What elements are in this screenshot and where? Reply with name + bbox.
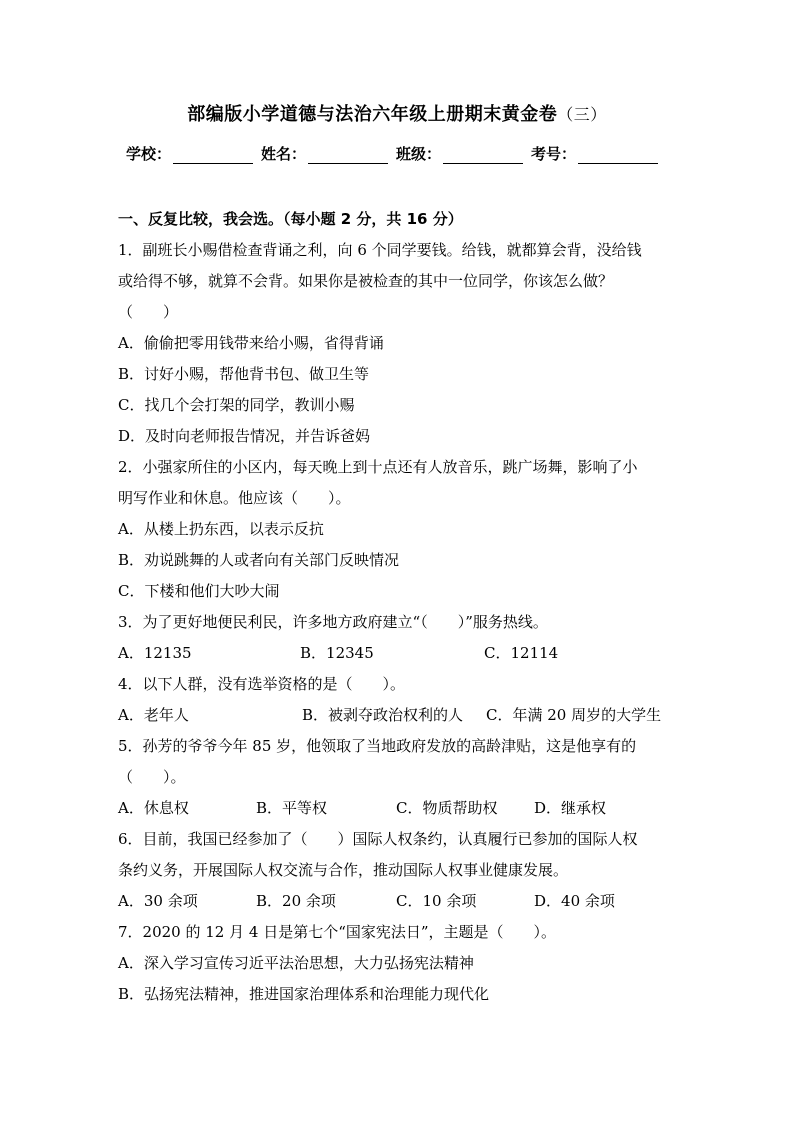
class-field: [396, 143, 523, 164]
q7-line1: 7．2020 的 12 月 4 日是第七个“国家宪法日”，主题是（ ）。: [118, 923, 557, 941]
q1-option-d: D．及时向老师报告情况，并告诉爸妈: [118, 427, 371, 445]
q5-option-a: A．休息权: [118, 799, 189, 817]
q7-option-a: A．深入学习宣传习近平法治思想，大力弘扬宪法精神: [118, 954, 474, 972]
q2-line2: 明写作业和休息。他应该（ ）。: [118, 489, 351, 507]
q6-option-b: B．20 余项: [256, 892, 336, 910]
q4-option-a: A．老年人: [118, 706, 189, 724]
q5-options: [118, 793, 678, 824]
name-blank: [308, 149, 388, 164]
q1-option-a: A．偷偷把零用钱带来给小赐，省得背诵: [118, 334, 384, 352]
class-label: 班级：: [396, 145, 442, 163]
school-blank: [173, 149, 253, 164]
exam-no-blank: [578, 149, 658, 164]
q3-option-b: B．12345: [300, 644, 374, 662]
q6-line1: 6．目前，我国已经参加了（ ）国际人权条约，认真履行已参加的国际人权: [118, 830, 638, 848]
q1-line1: 1．副班长小赐借检查背诵之利，向 6 个同学要钱。给钱，就都算会背，没给钱: [118, 241, 642, 259]
q2-option-a: A．从楼上扔东西，以表示反抗: [118, 520, 324, 538]
q4-line1: 4．以下人群，没有选举资格的是（ ）。: [118, 675, 406, 693]
q3-option-a: A．12135: [118, 644, 192, 662]
student-info-row: [126, 143, 686, 164]
q2-option-c: C．下楼和他们大吵大闹: [118, 582, 280, 600]
q5-line1: 5．孙芳的爷爷今年 85 岁，他领取了当地政府发放的高龄津贴，这是他享有的: [118, 737, 637, 755]
q7-option-b: B．弘扬宪法精神，推进国家治理体系和治理能力现代化: [118, 985, 490, 1003]
q1-line2: 或给得不够，就算不会背。如果你是被检查的其中一位同学，你该怎么做？: [118, 272, 614, 290]
name-label: 姓名：: [261, 145, 307, 163]
q1-line3: （ ）: [118, 303, 179, 321]
q5-option-d: D．继承权: [534, 799, 607, 817]
title-text: 部编版小学道德与法治六年级上册期末黄金卷: [187, 104, 558, 125]
q6-option-d: D．40 余项: [534, 892, 615, 910]
name-field: [261, 143, 388, 164]
q3-line1: 3．为了更好地便民利民，许多地方政府建立“（ ）”服务热线。: [118, 613, 548, 631]
q6-options: [118, 886, 678, 917]
school-label: 学校：: [126, 145, 172, 163]
q6-line2: 条约义务，开展国际人权交流与合作，推动国际人权事业健康发展。: [118, 861, 569, 879]
exam-no-label: 考号：: [531, 145, 577, 163]
q2-option-b: B．劝说跳舞的人或者向有关部门反映情况: [118, 551, 400, 569]
q3-options: [118, 638, 678, 669]
q5-line2: （ ）。: [118, 768, 186, 786]
question-body: [118, 204, 678, 1010]
q2-line1: 2．小强家所住的小区内，每天晚上到十点还有人放音乐，跳广场舞，影响了小: [118, 458, 638, 476]
q1-option-b: B．讨好小赐，帮他背书包、做卫生等: [118, 365, 370, 383]
section-heading: 一、反复比较，我会选。（每小题 2 分，共 16 分）: [118, 210, 463, 228]
q6-option-c: C．10 余项: [396, 892, 477, 910]
title-suffix: （三）: [557, 105, 607, 124]
page-title: [0, 100, 794, 126]
q4-option-c: C．年满 20 周岁的大学生: [486, 706, 662, 724]
q3-option-c: C．12114: [484, 644, 559, 662]
q5-option-c: C．物质帮助权: [396, 799, 498, 817]
class-blank: [443, 149, 523, 164]
q4-option-b: B．被剥夺政治权利的人: [302, 706, 464, 724]
q4-options: [118, 700, 678, 731]
q1-option-c: C．找几个会打架的同学，教训小赐: [118, 396, 355, 414]
q6-option-a: A．30 余项: [118, 892, 198, 910]
q5-option-b: B．平等权: [256, 799, 328, 817]
school-field: [126, 143, 253, 164]
exam-no-field: [531, 143, 658, 164]
